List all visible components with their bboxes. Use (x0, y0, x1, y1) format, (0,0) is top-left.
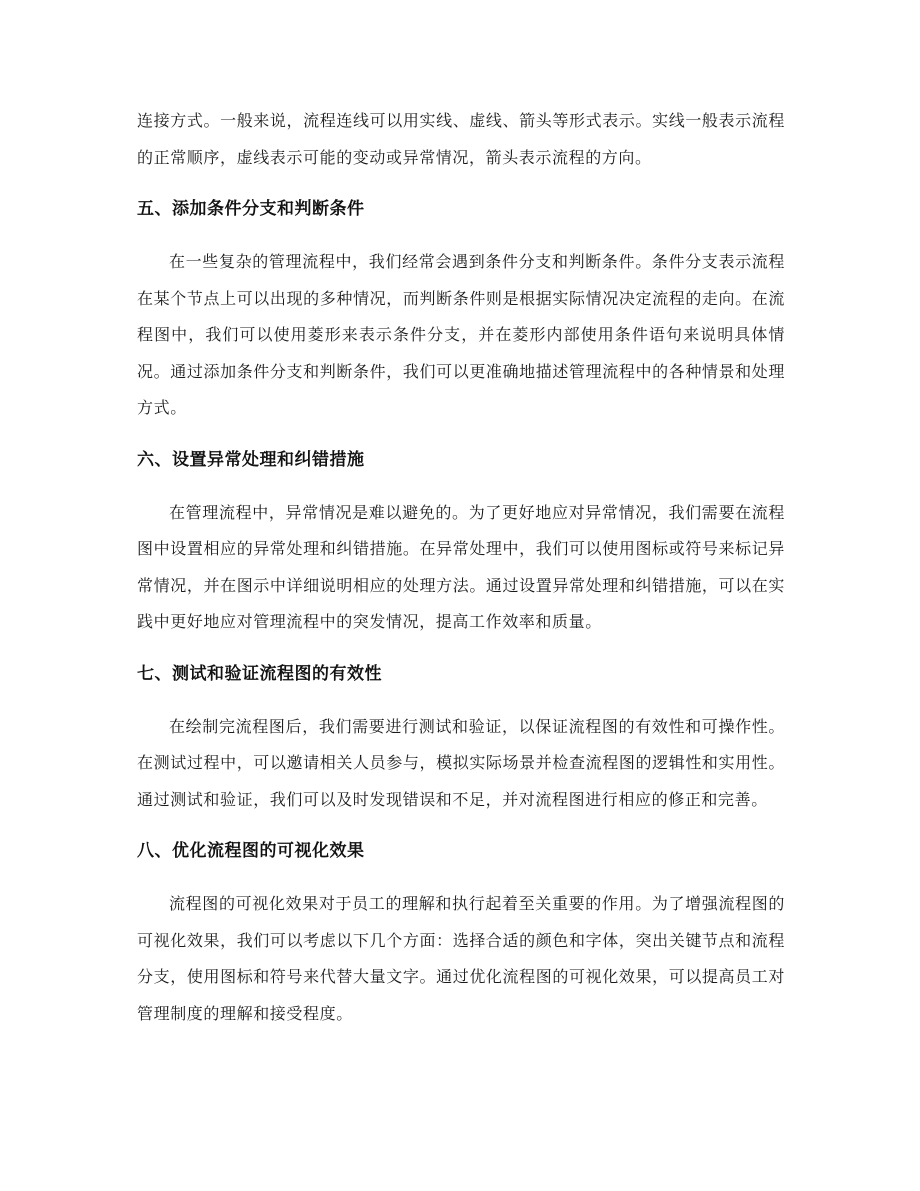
section-body-5: 在一些复杂的管理流程中，我们经常会遇到条件分支和判断条件。条件分支表示流程在某个节点上可以出现的多种情况，而判断条件则是根据实际情况决定流程的走向。在流程图中，我们可以使用菱形来表示条件分支，并在菱形内部使用条件语句来说明具体情况。通过添加条件分支和判断条件，我们可以更准确地描述管理流程中的各种情景和处理方式。 (137, 252, 785, 417)
section-heading-5: 五、添加条件分支和判断条件 (137, 199, 365, 219)
section-heading-7: 七、测试和验证流程图的有效性 (137, 663, 382, 684)
section-heading-6: 六、设置异常处理和纠错措施 (137, 449, 365, 470)
section-heading-8: 八、优化流程图的可视化效果 (137, 841, 365, 861)
document-body (137, 103, 785, 1032)
intro-paragraph: 连接方式。一般来说，流程连线可以用实线、虚线、箭头等形式表示。实线一般表示流程的正常顺序，虚线表示可能的变动或异常情况，箭头表示流程的方向。 (137, 111, 785, 167)
section-body-7: 在绘制完流程图后，我们需要进行测试和验证，以保证流程图的有效性和可操作性。在测试过程中，可以邀请相关人员参与，模拟实际场景并检查流程图的逻辑性和实用性。通过测试和验证，我们可以及时发现错误和不足，并对流程图进行相应的修正和完善。 (137, 716, 785, 809)
section-body-6: 在管理流程中，异常情况是难以避免的。为了更好地应对异常情况，我们需要在流程图中设置相应的异常处理和纠错措施。在异常处理中，我们可以使用图标或符号来标记异常情况，并在图示中详细说明相应的处理方法。通过设置异常处理和纠错措施，可以在实践中更好地应对管理流程中的突发情况，提高工作效率和质量。 (137, 502, 785, 631)
section-body-8: 流程图的可视化效果对于员工的理解和执行起着至关重要的作用。为了增强流程图的可视化效果，我们可以考虑以下几个方面：选择合适的颜色和字体，突出关键节点和流程分支，使用图标和符号来代替大量文字。通过优化流程图的可视化效果，可以提高员工对管理制度的理解和接受程度。 (137, 894, 785, 1023)
